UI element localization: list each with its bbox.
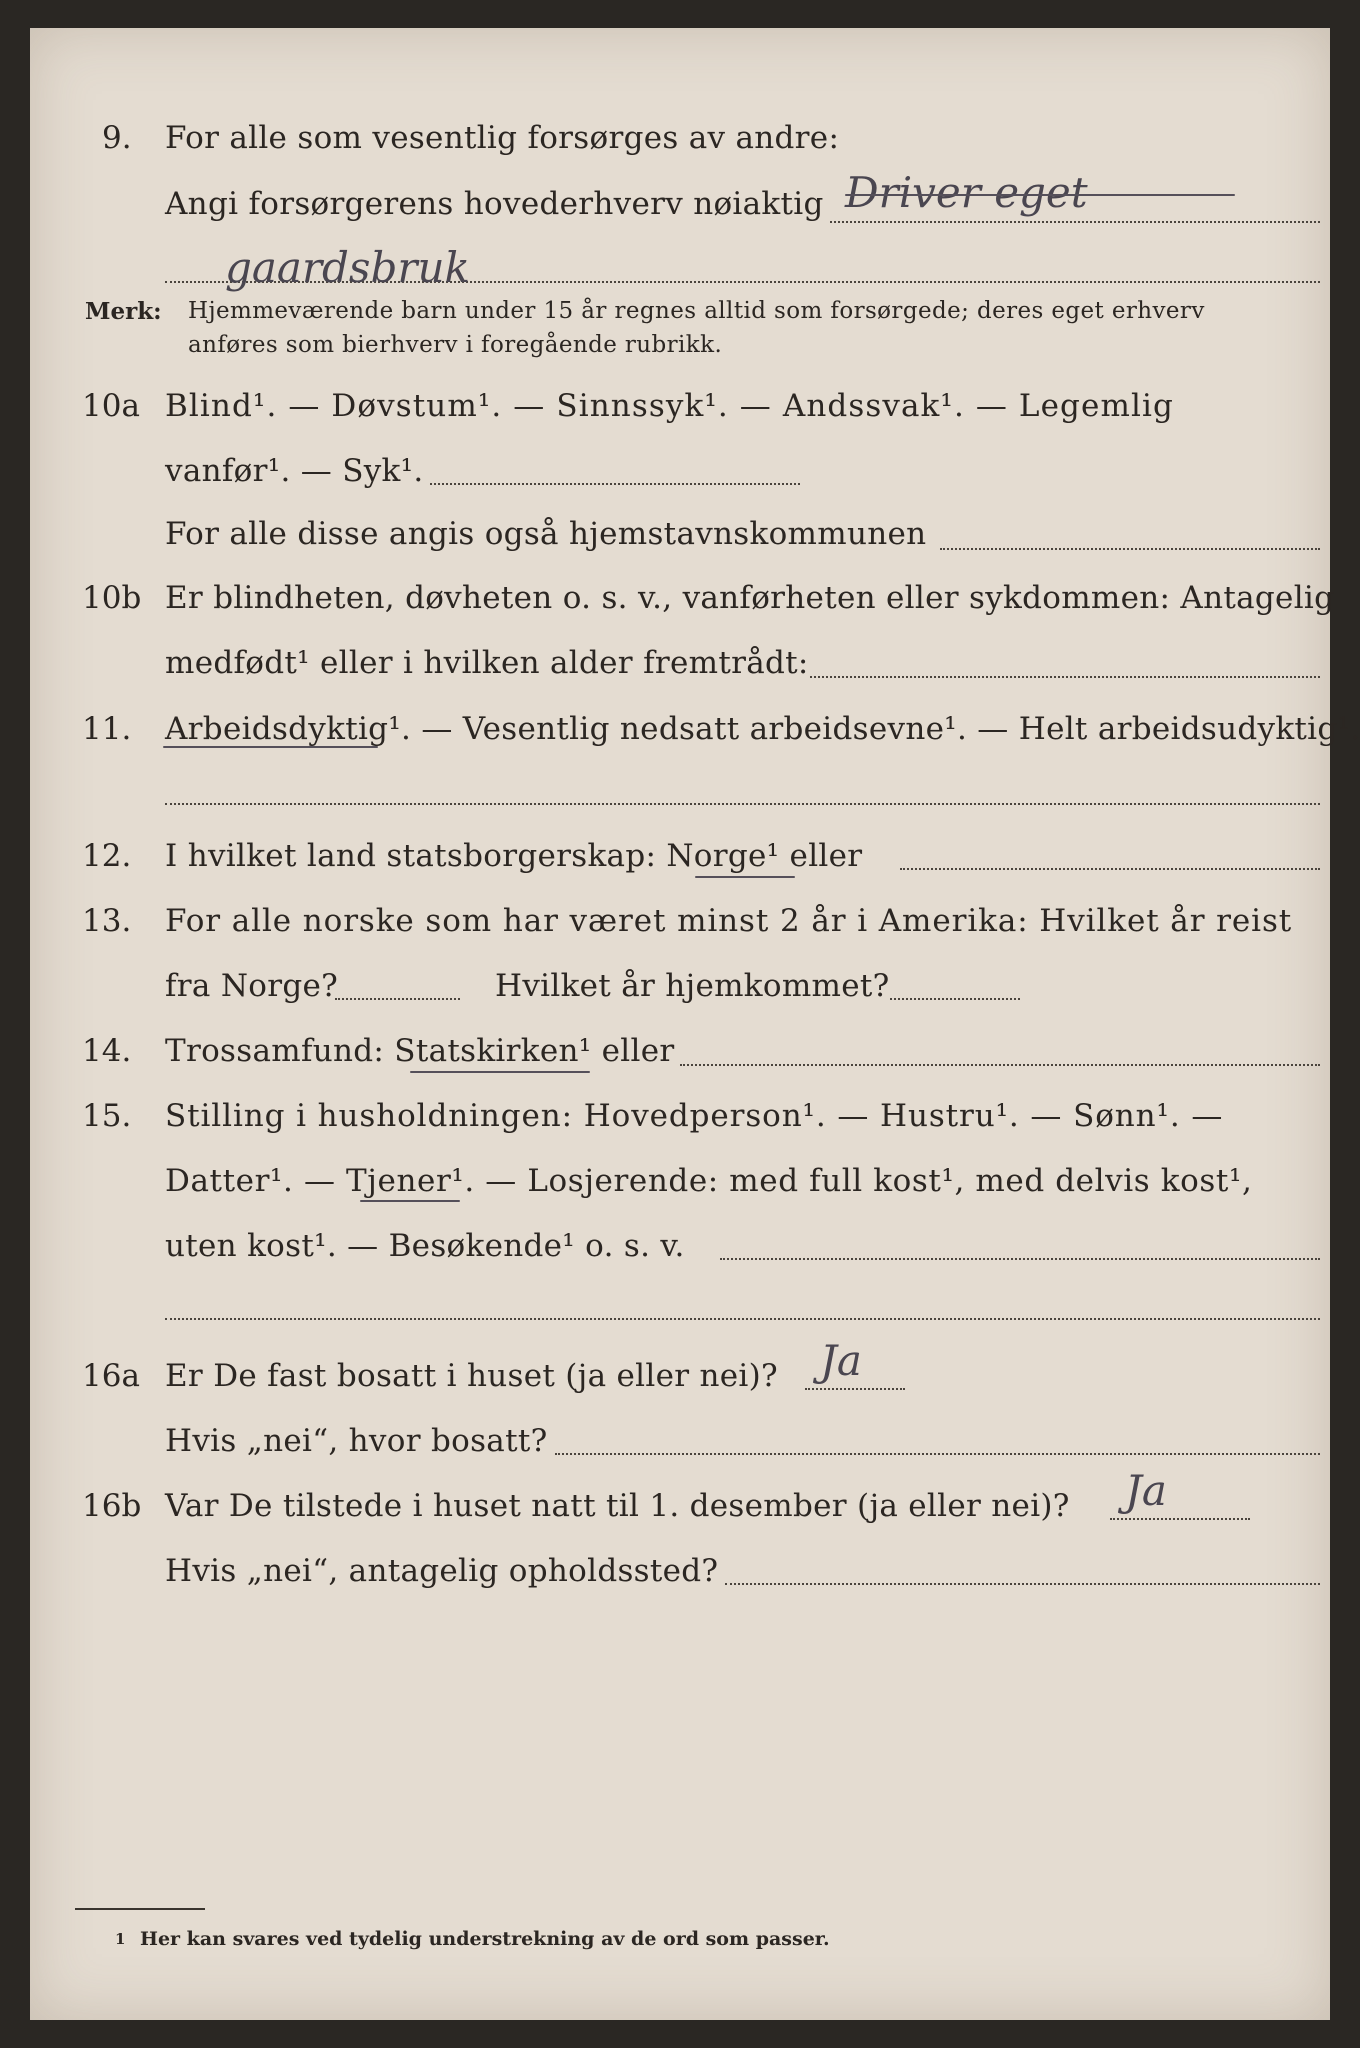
q16a-answer-handwritten: Ja xyxy=(820,1336,862,1385)
q14-answer-line xyxy=(680,1064,1320,1066)
q11-line1: Arbeidsdyktig¹. — Vesentlig nedsatt arbeidsevne¹. — Helt arbeidsudyktig¹. xyxy=(165,711,1360,747)
q16b-line2: Hvis „nei“, antagelig opholdssted? xyxy=(165,1553,719,1589)
q10a-line2: vanfør¹. — Syk¹. xyxy=(165,453,424,489)
q12-line1: I hvilket land statsborgerskap: Norge¹ eller xyxy=(165,838,863,874)
merk-line1: Hjemmeværende barn under 15 år regnes alltid som forsørgede; deres eget erhverv xyxy=(188,298,1205,324)
q10b-number: 10b xyxy=(82,580,142,616)
q12-number: 12. xyxy=(82,838,132,874)
q14-underline xyxy=(410,1071,590,1073)
q13-number: 13. xyxy=(82,903,132,939)
q13-line2a: fra Norge? xyxy=(165,968,339,1004)
q15-answer-line xyxy=(720,1258,1320,1260)
q14-line1: Trossamfund: Statskirken¹ eller xyxy=(165,1033,675,1069)
q15-extra-line xyxy=(165,1318,1320,1320)
merk-label: Merk: xyxy=(85,298,162,325)
q16a-line2: Hvis „nei“, hvor bosatt? xyxy=(165,1423,548,1459)
q16b-answer-line xyxy=(1110,1518,1250,1520)
q9-answer-strike xyxy=(845,194,1235,196)
q16b-answer-handwritten: Ja xyxy=(1125,1466,1167,1515)
footnote-mark: 1 xyxy=(115,1930,126,1948)
q13-line1: For alle norske som har været minst 2 år i Amerika: Hvilket år reist xyxy=(165,903,1293,939)
q16a-line1: Er De fast bosatt i huset (ja eller nei)? xyxy=(165,1358,778,1394)
q11-answer-line xyxy=(165,803,1320,805)
q15-number: 15. xyxy=(82,1098,132,1134)
q15-underline xyxy=(360,1200,460,1202)
footnote-rule xyxy=(75,1908,205,1910)
q9-number: 9. xyxy=(102,120,132,156)
q9-answer-line1 xyxy=(830,221,1320,223)
q9-line1: For alle som vesentlig forsørges av andre: xyxy=(165,120,840,156)
q16a-answer-line xyxy=(805,1388,905,1390)
q13-reist-line xyxy=(335,998,460,1000)
q9-line2: Angi forsørgerens hovederhverv nøiaktig xyxy=(165,186,824,222)
q15-line2: Datter¹. — Tjener¹. — Losjerende: med full kost¹, med delvis kost¹, xyxy=(165,1163,1253,1199)
q10a-answer-line xyxy=(430,483,800,485)
q16b-number: 16b xyxy=(82,1488,142,1524)
q13-line2b: Hvilket år hjemkommet? xyxy=(495,968,890,1004)
q11-number: 11. xyxy=(82,711,132,747)
q10a-kommune-line xyxy=(940,548,1320,550)
census-form-page xyxy=(30,28,1360,2020)
footnote-text: Her kan svares ved tydelig understrekning av de ord som passer. xyxy=(140,1928,830,1950)
q15-line3: uten kost¹. — Besøkende¹ o. s. v. xyxy=(165,1228,685,1264)
q9-answer-handwritten-1: Driver eget xyxy=(845,168,1088,217)
q16a-number: 16a xyxy=(82,1358,140,1394)
q15-line1: Stilling i husholdningen: Hovedperson¹. — Hustru¹. — Sønn¹. — xyxy=(165,1098,1224,1134)
q16b-opholdssted-line xyxy=(725,1583,1320,1585)
q12-answer-line xyxy=(900,868,1320,870)
merk-line2: anføres som bierhverv i foregående rubrikk. xyxy=(188,332,723,358)
q16b-line1: Var De tilstede i huset natt til 1. desember (ja eller nei)? xyxy=(165,1488,1070,1524)
q12-underline xyxy=(695,876,795,878)
q10a-line3: For alle disse angis også hjemstavnskommunen xyxy=(165,516,927,552)
q10b-line2: medfødt¹ eller i hvilken alder fremtrådt: xyxy=(165,645,809,681)
q13-hjemkommet-line xyxy=(890,998,1020,1000)
q14-number: 14. xyxy=(82,1033,132,1069)
q10a-line1: Blind¹. — Døvstum¹. — Sinnssyk¹. — Andssvak¹. — Legemlig xyxy=(165,388,1174,424)
q10a-number: 10a xyxy=(82,388,140,424)
q10b-answer-line xyxy=(810,676,1320,678)
q16a-bosatt-line xyxy=(555,1453,1320,1455)
q11-underline xyxy=(163,746,378,748)
q9-answer-handwritten-2: gaardsbruk xyxy=(225,243,470,292)
q10b-line1: Er blindheten, døvheten o. s. v., vanførheten eller sykdommen: Antagelig xyxy=(165,580,1335,616)
